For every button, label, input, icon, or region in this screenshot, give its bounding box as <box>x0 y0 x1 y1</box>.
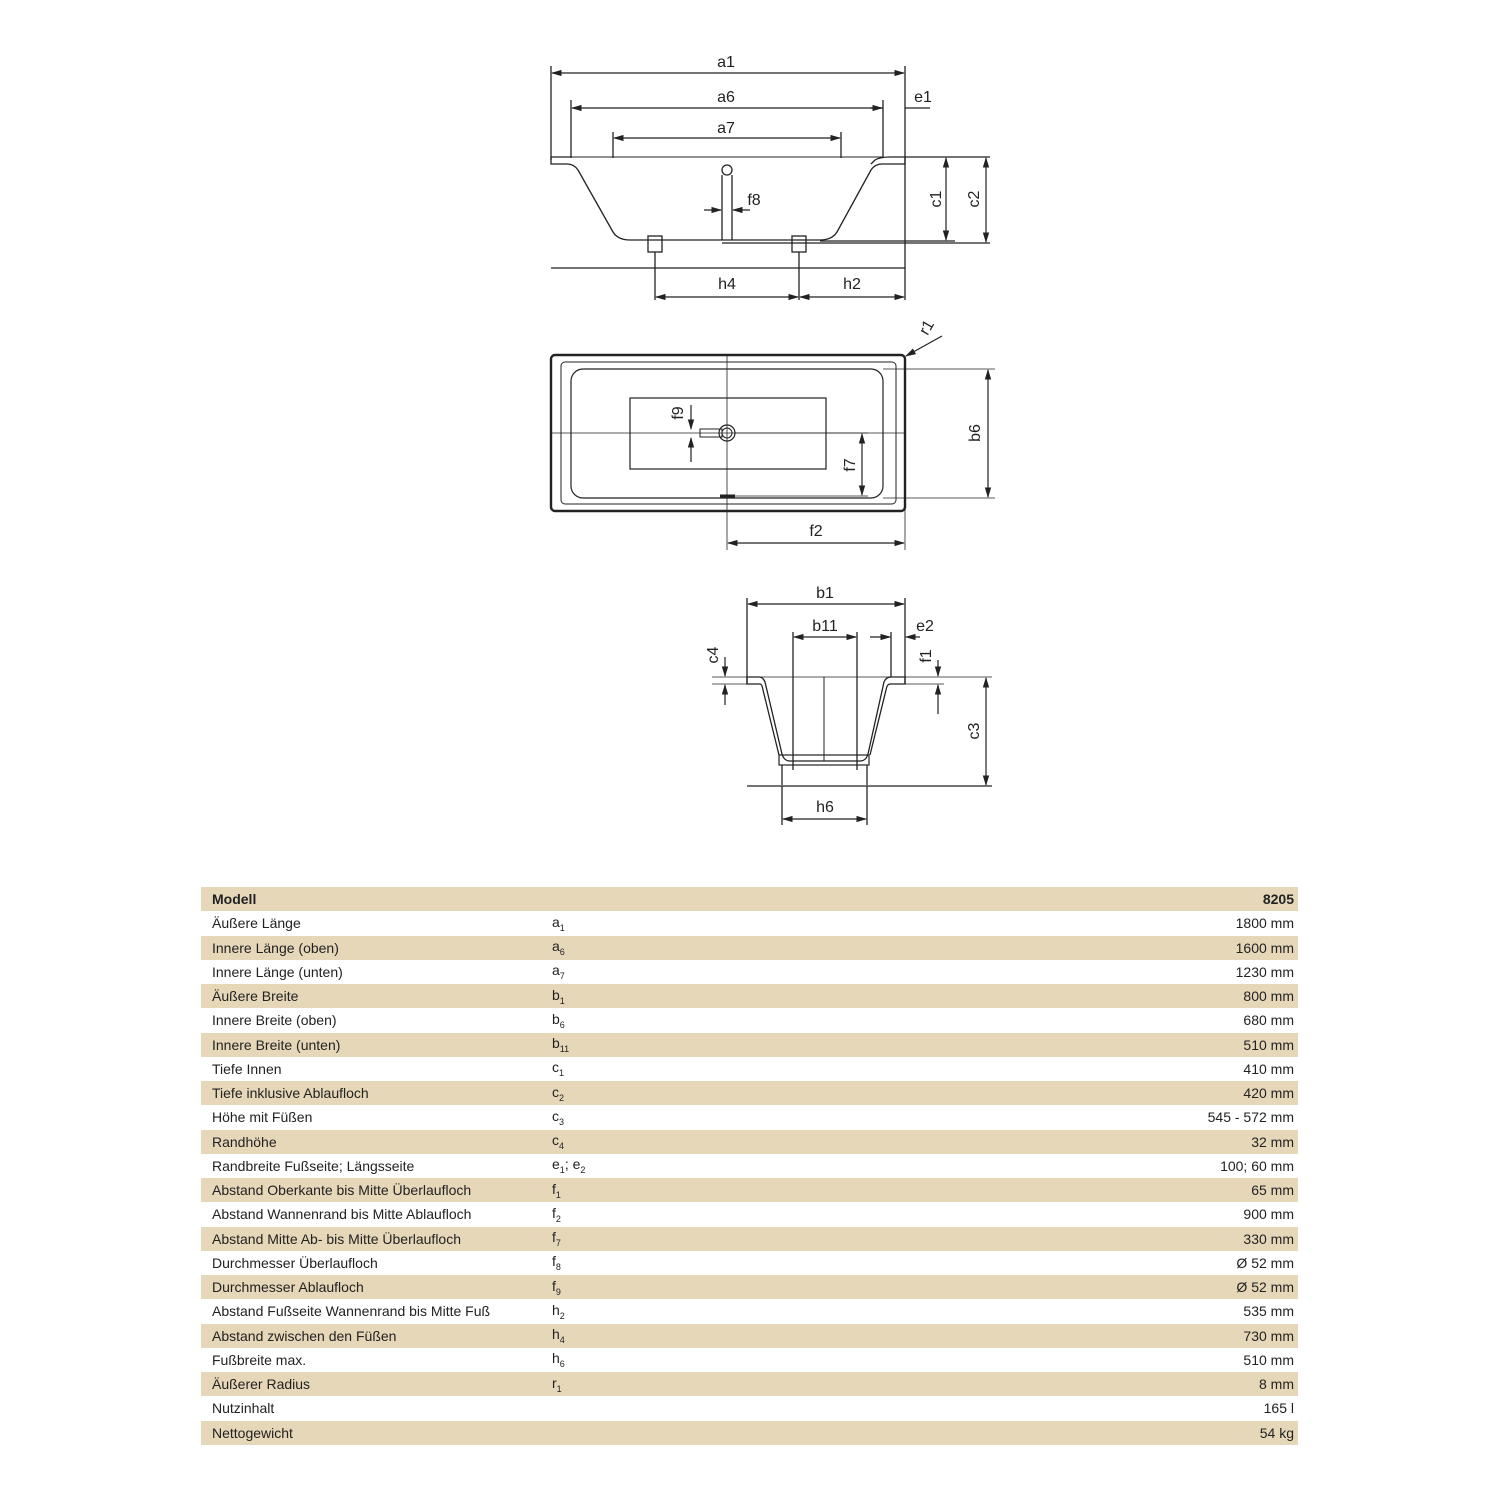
row-label: Innere Länge (oben) <box>212 939 339 956</box>
symbol-subscript: 11 <box>559 1044 570 1055</box>
row-value: 32 mm <box>1251 1133 1294 1150</box>
symbol-letter: c <box>552 1059 559 1076</box>
table-row <box>201 1372 1298 1396</box>
symbol-subscript: 1 <box>559 922 565 933</box>
row-label: Fußbreite max. <box>212 1351 307 1368</box>
label-f8: f8 <box>747 192 761 209</box>
symbol-letter: b <box>552 1035 560 1052</box>
symbol-letter: f <box>552 1253 556 1270</box>
symbol-subscript: 4 <box>559 1335 565 1346</box>
label-r1: r1 <box>916 317 939 339</box>
row-value: 65 mm <box>1251 1182 1294 1199</box>
row-value: 680 mm <box>1243 1012 1294 1029</box>
table-row <box>201 960 1298 984</box>
symbol-subscript: 2 <box>555 1213 561 1224</box>
symbol-letter: c <box>552 1083 559 1100</box>
row-symbol <box>552 1130 896 1154</box>
label-c4: c4 <box>705 646 722 664</box>
table-row <box>201 1033 1298 1057</box>
symbol-letter: h <box>552 1326 560 1343</box>
symbol-letter: a <box>552 962 560 979</box>
row-value: 54 kg <box>1259 1424 1294 1441</box>
table-row <box>201 1105 1298 1129</box>
label-c1: c1 <box>928 190 945 208</box>
row-label: Tiefe Innen <box>212 1060 282 1077</box>
row-label: Äußere Länge <box>212 915 301 932</box>
symbol-letter: r <box>552 1374 557 1391</box>
symbol-subscript: 4 <box>559 1141 565 1152</box>
row-value: 535 mm <box>1243 1303 1294 1320</box>
row-value: 1800 mm <box>1235 915 1294 932</box>
row-label: Randhöhe <box>212 1133 277 1150</box>
row-symbol <box>552 1154 896 1178</box>
label-a7: a7 <box>717 120 735 137</box>
label-h6: h6 <box>816 799 834 816</box>
label-b11: b11 <box>812 618 838 635</box>
symbol-letter: f <box>552 1277 556 1294</box>
row-symbol <box>552 1396 896 1420</box>
row-label: Abstand Wannenrand bis Mitte Ablaufloch <box>212 1206 472 1223</box>
row-symbol <box>552 1251 896 1275</box>
row-label: Abstand Oberkante bis Mitte Überlaufloch <box>212 1182 472 1199</box>
table-row <box>201 1396 1298 1420</box>
row-label: Innere Breite (unten) <box>212 1036 341 1053</box>
row-value: 100; 60 mm <box>1220 1157 1294 1174</box>
row-symbol <box>552 936 896 960</box>
symbol-subscript: 7 <box>559 971 565 982</box>
symbol-subscript: 2 <box>559 1092 565 1103</box>
table-row <box>201 1421 1298 1445</box>
table-header-row <box>201 887 1298 911</box>
label-h2: h2 <box>843 276 861 293</box>
row-value: 165 l <box>1263 1400 1294 1417</box>
row-symbol <box>552 960 896 984</box>
row-symbol <box>552 1008 896 1032</box>
row-symbol <box>552 1033 896 1057</box>
table-row <box>201 911 1298 935</box>
row-symbol <box>552 1348 896 1372</box>
row-value: 510 mm <box>1243 1351 1294 1368</box>
label-f1: f1 <box>918 649 935 663</box>
side-view-dimensions <box>552 73 986 297</box>
table-row <box>201 1348 1298 1372</box>
symbol-subscript: 6 <box>559 947 565 958</box>
row-label: Äußere Breite <box>212 988 299 1005</box>
row-symbol <box>552 984 896 1008</box>
header-value: 8205 <box>1262 891 1294 908</box>
symbol-subscript: 2 <box>580 1165 586 1176</box>
end-view-dimensions <box>725 604 986 819</box>
table-row <box>201 984 1298 1008</box>
symbol-letter: f <box>552 1180 556 1197</box>
symbol-subscript: 6 <box>559 1359 565 1370</box>
top-view <box>551 355 995 550</box>
table-row <box>201 1130 1298 1154</box>
row-label: Innere Länge (unten) <box>212 963 343 980</box>
row-symbol <box>552 1324 896 1348</box>
row-value: 8 mm <box>1259 1376 1294 1393</box>
table-row <box>201 1081 1298 1105</box>
row-label: Randbreite Fußseite; Längsseite <box>212 1157 415 1174</box>
symbol-subscript: 6 <box>559 1019 565 1030</box>
table-row <box>201 1227 1298 1251</box>
row-value: 800 mm <box>1243 988 1294 1005</box>
row-symbol <box>552 1275 896 1299</box>
row-value: 330 mm <box>1243 1230 1294 1247</box>
row-symbol <box>552 1227 896 1251</box>
label-c3: c3 <box>966 722 983 740</box>
row-value: 1230 mm <box>1235 963 1294 980</box>
row-symbol <box>552 1299 896 1323</box>
table-row <box>201 1324 1298 1348</box>
label-a6: a6 <box>717 89 735 106</box>
symbol-subscript: 1 <box>559 1068 565 1079</box>
row-symbol <box>552 1202 896 1226</box>
symbol-letter: h <box>552 1301 560 1318</box>
symbol-letter: f <box>552 1229 556 1246</box>
label-e1: e1 <box>914 89 932 106</box>
header-label: Modell <box>212 891 257 908</box>
row-symbol <box>552 1057 896 1081</box>
table-row <box>201 1008 1298 1032</box>
specification-table <box>201 887 1298 1445</box>
row-label: Äußerer Radius <box>212 1376 311 1393</box>
row-label: Durchmesser Ablaufloch <box>212 1279 364 1296</box>
row-symbol <box>552 1178 896 1202</box>
symbol-subscript: 1 <box>559 995 565 1006</box>
symbol-subscript: 2 <box>559 1310 565 1321</box>
row-label: Innere Breite (oben) <box>212 1012 337 1029</box>
table-row <box>201 1178 1298 1202</box>
symbol-letter: a <box>552 938 560 955</box>
row-label: Tiefe inklusive Ablaufloch <box>212 1085 369 1102</box>
table-row <box>201 1057 1298 1081</box>
row-label: Abstand zwischen den Füßen <box>212 1327 397 1344</box>
row-symbol <box>552 1421 896 1445</box>
row-value: 420 mm <box>1243 1085 1294 1102</box>
row-label: Höhe mit Füßen <box>212 1109 313 1126</box>
row-value: 900 mm <box>1243 1206 1294 1223</box>
label-c2: c2 <box>966 190 983 208</box>
symbol-letter: e <box>552 1156 560 1173</box>
header-symbol <box>552 887 896 911</box>
symbol-letter: c <box>552 1107 559 1124</box>
row-symbol <box>552 911 896 935</box>
row-value: 410 mm <box>1243 1060 1294 1077</box>
label-e2: e2 <box>916 618 934 635</box>
symbol-letter: c <box>552 1132 559 1149</box>
symbol-subscript: 1 <box>556 1383 562 1394</box>
symbol-subscript: 9 <box>555 1286 561 1297</box>
row-symbol <box>552 1105 896 1129</box>
symbol-subscript: 3 <box>559 1116 565 1127</box>
table-row <box>201 1299 1298 1323</box>
symbol-letter: h <box>552 1350 560 1367</box>
table-row <box>201 1251 1298 1275</box>
symbol-subscript: 7 <box>555 1238 561 1249</box>
row-value: Ø 52 mm <box>1236 1254 1294 1271</box>
symbol-subscript: 1 <box>559 1165 565 1176</box>
row-value: 510 mm <box>1243 1036 1294 1053</box>
symbol-letter: b <box>552 1010 560 1027</box>
symbol-letter: f <box>552 1204 556 1221</box>
row-label: Abstand Mitte Ab- bis Mitte Überlaufloch <box>212 1230 462 1247</box>
end-view <box>712 598 992 825</box>
label-b1: b1 <box>816 585 834 602</box>
table-row <box>201 1154 1298 1178</box>
row-symbol <box>552 1372 896 1396</box>
table-row <box>201 1275 1298 1299</box>
label-f9: f9 <box>670 406 687 420</box>
label-f2: f2 <box>809 523 823 540</box>
row-value: 545 - 572 mm <box>1207 1109 1294 1126</box>
label-a1: a1 <box>717 54 735 71</box>
row-value: Ø 52 mm <box>1236 1279 1294 1296</box>
table-row <box>201 936 1298 960</box>
row-value: 730 mm <box>1243 1327 1294 1344</box>
label-h4: h4 <box>718 276 736 293</box>
row-label: Durchmesser Überlaufloch <box>212 1254 378 1271</box>
symbol-subscript: 1 <box>555 1189 561 1200</box>
table-row <box>201 1202 1298 1226</box>
label-f7: f7 <box>842 458 859 472</box>
row-label: Nutzinhalt <box>212 1400 275 1417</box>
symbol-subscript: 8 <box>555 1262 561 1273</box>
symbol-letter: a <box>552 913 560 930</box>
row-symbol <box>552 1081 896 1105</box>
symbol-letter: b <box>552 986 560 1003</box>
side-view-labels <box>717 54 983 293</box>
row-value: 1600 mm <box>1235 939 1294 956</box>
row-label: Nettogewicht <box>212 1424 293 1441</box>
symbol-letter: ; e <box>564 1156 581 1173</box>
row-label: Abstand Fußseite Wannenrand bis Mitte Fuß <box>212 1303 491 1320</box>
label-b6: b6 <box>967 424 984 442</box>
